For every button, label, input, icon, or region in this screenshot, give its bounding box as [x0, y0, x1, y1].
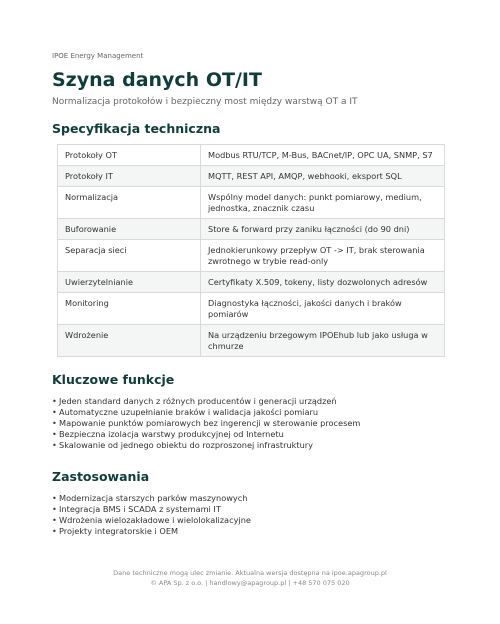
page-title: Szyna danych OT/IT — [52, 69, 262, 91]
spec-label: Protokoły IT — [58, 166, 201, 187]
list-item: • Automatyczne uzupełnianie braków i walidacja jakości pomiaru — [52, 407, 443, 418]
spec-heading: Specyfikacja techniczna — [52, 121, 221, 136]
list-item: • Jeden standard danych z różnych producentów i generacji urządzeń — [52, 396, 443, 407]
spec-row — [58, 166, 445, 187]
list-item: • Wdrożenia wielozakładowe i wielolokalizacyjne — [52, 515, 443, 526]
footer-contact: © APA Sp. z o.o. | handlowy@apagroup.pl | +48 570 075 020 — [150, 579, 350, 587]
spec-label: Protokoły OT — [58, 145, 201, 166]
features-heading: Kluczowe funkcje — [52, 372, 175, 387]
list-item: • Projekty integratorskie i OEM — [52, 526, 443, 537]
list-item: • Mapowanie punktów pomiarowych bez ingerencji w sterowanie procesem — [52, 418, 443, 429]
list-item: • Bezpieczna izolacja warstwy produkcyjnej od Internetu — [52, 429, 443, 440]
spec-row — [58, 293, 445, 325]
spec-label: Uwierzytelnianie — [58, 272, 201, 293]
features-list — [52, 396, 443, 451]
spec-value: MQTT, REST API, AMQP, webhooki, eksport SQL — [201, 166, 445, 187]
spec-row — [58, 325, 445, 357]
spec-row — [58, 187, 445, 219]
spec-row — [58, 240, 445, 272]
spec-table — [57, 144, 445, 357]
usage-heading: Zastosowania — [52, 469, 150, 484]
list-item: • Modernizacja starszych parków maszynowych — [52, 493, 443, 504]
spec-label: Separacja sieci — [58, 240, 201, 272]
spec-row — [58, 145, 445, 166]
spec-label: Wdrożenie — [58, 325, 201, 357]
page-subtitle: Normalizacja protokołów i bezpieczny most między warstwą OT a IT — [52, 97, 358, 107]
spec-label: Buforowanie — [58, 219, 201, 240]
spec-value: Na urządzeniu brzegowym IPOEhub lub jako usługa w chmurze — [201, 325, 445, 357]
spec-value: Certyfikaty X.509, tokeny, listy dozwolonych adresów — [201, 272, 445, 293]
spec-row — [58, 272, 445, 293]
page-footer — [0, 568, 500, 588]
list-item: • Integracja BMS i SCADA z systemami IT — [52, 504, 443, 515]
spec-value: Store & forward przy zaniku łączności (do 90 dni) — [201, 219, 445, 240]
footer-disclaimer: Dane techniczne mogą ulec zmianie. Aktualna wersja dostępna na ipoe.apagroup.pl — [113, 569, 387, 577]
spec-label: Monitoring — [58, 293, 201, 325]
usage-list — [52, 493, 443, 537]
spec-value: Diagnostyka łączności, jakości danych i braków pomiarów — [201, 293, 445, 325]
spec-value: Wspólny model danych: punkt pomiarowy, medium, jednostka, znacznik czasu — [201, 187, 445, 219]
spec-row — [58, 219, 445, 240]
spec-label: Normalizacja — [58, 187, 201, 219]
list-item: • Skalowanie od jednego obiektu do rozproszonej infrastruktury — [52, 440, 443, 451]
brand-name: IPOE Energy Management — [52, 52, 144, 60]
spec-value: Modbus RTU/TCP, M-Bus, BACnet/IP, OPC UA, SNMP, S7 — [201, 145, 445, 166]
spec-value: Jednokierunkowy przepływ OT -> IT, brak sterowania zwrotnego w trybie read-only — [201, 240, 445, 272]
